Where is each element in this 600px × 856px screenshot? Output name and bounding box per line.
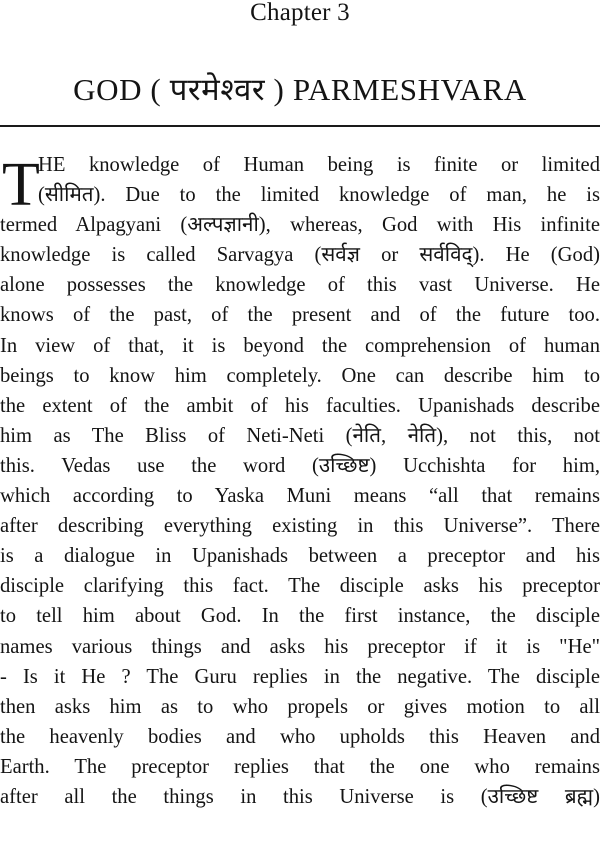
body-line: after describing everything existing in this Universe”. There — [0, 515, 600, 538]
body-line: the heavenly bodies and who upholds this Heaven and — [0, 725, 600, 748]
body-line: which according to Yaska Muni means “all that remains — [0, 485, 600, 508]
chapter-number: Chapter 3 — [250, 0, 350, 26]
body-line: - Is it He ? The Guru replies in the negative. The disciple — [0, 665, 600, 688]
body-line: (सीमित). Due to the limited knowledge of man, he is — [38, 184, 600, 207]
drop-cap-letter: T — [2, 151, 40, 219]
body-line: beings to know him completely. One can describe him to — [0, 364, 600, 387]
body-line: then asks him as to who propels or gives motion to all — [0, 695, 600, 718]
body-line: is a dialogue in Upanishads between a preceptor and his — [0, 545, 600, 568]
body-line: HE knowledge of Human being is finite or limited — [38, 154, 600, 176]
body-line: this. Vedas use the word (उच्छिष्ट) Ucchishta for him, — [0, 454, 600, 477]
body-line: to tell him about God. In the first instance, the disciple — [0, 605, 600, 628]
body-line: alone possesses the knowledge of this vast Universe. He — [0, 274, 600, 297]
body-line: knowledge is called Sarvagya (सर्वज्ञ or सर्वविद्). He (God) — [0, 244, 600, 267]
body-line: after all the things in this Universe is (उच्छिष्ट ब्रह्म) — [0, 785, 600, 808]
title-divider — [0, 125, 600, 127]
body-line: disciple clarifying this fact. The disciple asks his preceptor — [0, 575, 600, 598]
body-line: termed Alpagyani (अल्पज्ञानी), whereas, God with His infinite — [0, 214, 600, 237]
body-line: In view of that, it is beyond the comprehension of human — [0, 334, 600, 357]
body-line: him as The Bliss of Neti-Neti (नेति, नेति), not this, not — [0, 424, 600, 447]
body-line: knows of the past, of the present and of the future too. — [0, 304, 600, 327]
body-line: the extent of the ambit of his faculties. Upanishads describe — [0, 394, 600, 417]
body-line: names various things and asks his preceptor if it is "He" — [0, 635, 600, 658]
body-line: Earth. The preceptor replies that the one who remains — [0, 755, 600, 778]
chapter-title: GOD ( परमेश्वर ) PARMESHVARA — [73, 72, 527, 107]
chapter-body — [0, 150, 600, 812]
